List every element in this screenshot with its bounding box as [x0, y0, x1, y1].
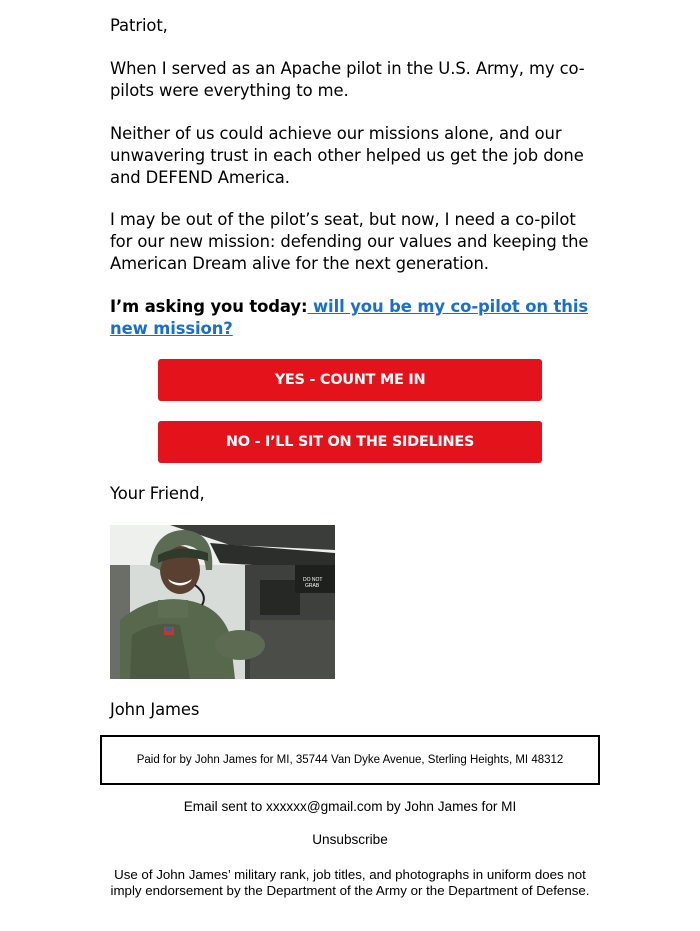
paid-for-text: Paid for by John James for MI, 35744 Van Dyke Avenue, Sterling Heights, MI 48312: [136, 754, 564, 766]
body-paragraph: When I served as an Apache pilot in the U.S. Army, my co-pilots were everything to me.: [110, 59, 585, 100]
copilot-link[interactable]: will you be my co-pilot on this new mission?: [110, 297, 589, 338]
ask-bold-text: I’m asking you today:: [110, 297, 308, 316]
signoff: Your Friend,: [110, 484, 205, 503]
military-endorsement-disclaimer: Use of John James’ military rank, job titles, and photographs in uniform does not imply endorsement by the Department of the Army or the Department of Defense.: [110, 867, 590, 898]
email-sent-notice: Email sent to xxxxxx@gmail.com by John James for MI: [183, 799, 517, 814]
yes-count-me-in-button[interactable]: YES - COUNT ME IN: [158, 359, 542, 401]
no-sidelines-button[interactable]: NO - I’LL SIT ON THE SIDELINES: [158, 421, 542, 463]
unsubscribe-link[interactable]: Unsubscribe: [312, 832, 388, 847]
ask-line: [110, 296, 600, 340]
placard-text: GRAB: [305, 583, 320, 589]
signature-name: John James: [110, 700, 200, 719]
paid-for-disclaimer-box: [100, 735, 600, 785]
body-paragraph: I may be out of the pilot’s seat, but now, I need a co-pilot for our new mission: defending our values and keeping the American Dream alive for the next generation.: [110, 210, 589, 273]
body-paragraph: Neither of us could achieve our missions alone, and our unwavering trust in each other helped us get the job done and DEFEND America.: [110, 124, 584, 187]
greeting: Patriot,: [110, 16, 168, 35]
placard-text: DO NOT: [303, 577, 323, 583]
pilot-cockpit-photo: [110, 525, 335, 679]
